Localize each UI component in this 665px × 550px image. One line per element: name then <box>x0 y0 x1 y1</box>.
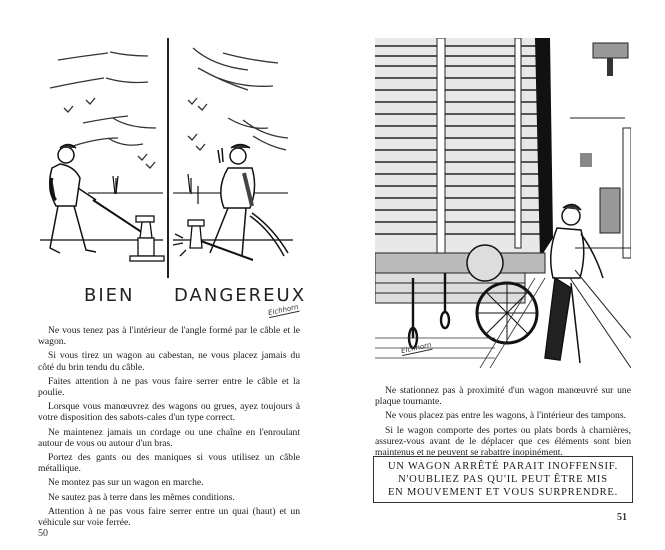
label-good: BIEN <box>84 285 135 306</box>
signature: Eichhorn <box>267 302 300 318</box>
paragraph: Portez des gants ou des maniques si vous utilisez un câble métallique. <box>38 452 300 475</box>
paragraph: Si le wagon comporte des portes ou plats bords à charnières, assurez-vous avant de le déplacer que ces éléments sont bien maintenus et ne peuvent se rabattre inopinément. <box>375 424 631 459</box>
capstan-illustration <box>38 38 298 278</box>
label-dangerous: DANGEREUX <box>174 285 307 306</box>
paragraph: Ne maintenez jamais un cordage ou une chaîne en l'enroulant autour de vous ou autour d'un bras. <box>38 426 300 449</box>
page-number: 51 <box>617 512 627 523</box>
right-page-text <box>375 385 631 461</box>
paragraph: Ne vous tenez pas à l'intérieur de l'angle formé par le câble et le wagon. <box>38 325 300 348</box>
paragraph: Ne montez pas sur un wagon en marche. <box>48 477 204 489</box>
notice-line: EN MOUVEMENT ET VOUS SURPRENDRE. <box>387 487 619 498</box>
paragraph: Attention à ne pas vous faire serrer entre un quai (haut) et un véhicule sur voie ferrée. <box>38 505 300 529</box>
signature: Eichhorn <box>400 340 433 356</box>
warning-notice-box <box>373 456 633 503</box>
paragraph: Faites attention à ne pas vous faire serrer entre le câble et la poulie. <box>38 375 300 399</box>
paragraph: Lorsque vous manœuvrez des wagons ou grues, ayez toujours à votre disposition des sabots-cales d'un type correct. <box>38 401 300 424</box>
paragraph: Ne sautez pas à terre dans les mêmes conditions. <box>48 491 235 503</box>
paragraph: Ne vous placez pas entre les wagons, à l'intérieur des tampons. <box>385 410 626 422</box>
paragraph: Si vous tirez un wagon au cabestan, ne vous placez jamais du côté du brin tendu du câble. <box>38 350 300 373</box>
paragraph: Ne stationnez pas à proximité d'un wagon manœuvré sur une plaque tournante. <box>375 385 631 408</box>
page-number: 50 <box>38 528 48 539</box>
wagon-illustration <box>375 38 631 368</box>
left-page-text <box>38 325 300 531</box>
notice-line: UN WAGON ARRÊTÉ PARAIT INOFFENSIF. <box>387 461 619 472</box>
left-page <box>0 0 332 550</box>
notice-line: N'OUBLIEZ PAS QU'IL PEUT ÊTRE MIS <box>398 474 608 485</box>
right-page <box>333 0 665 550</box>
